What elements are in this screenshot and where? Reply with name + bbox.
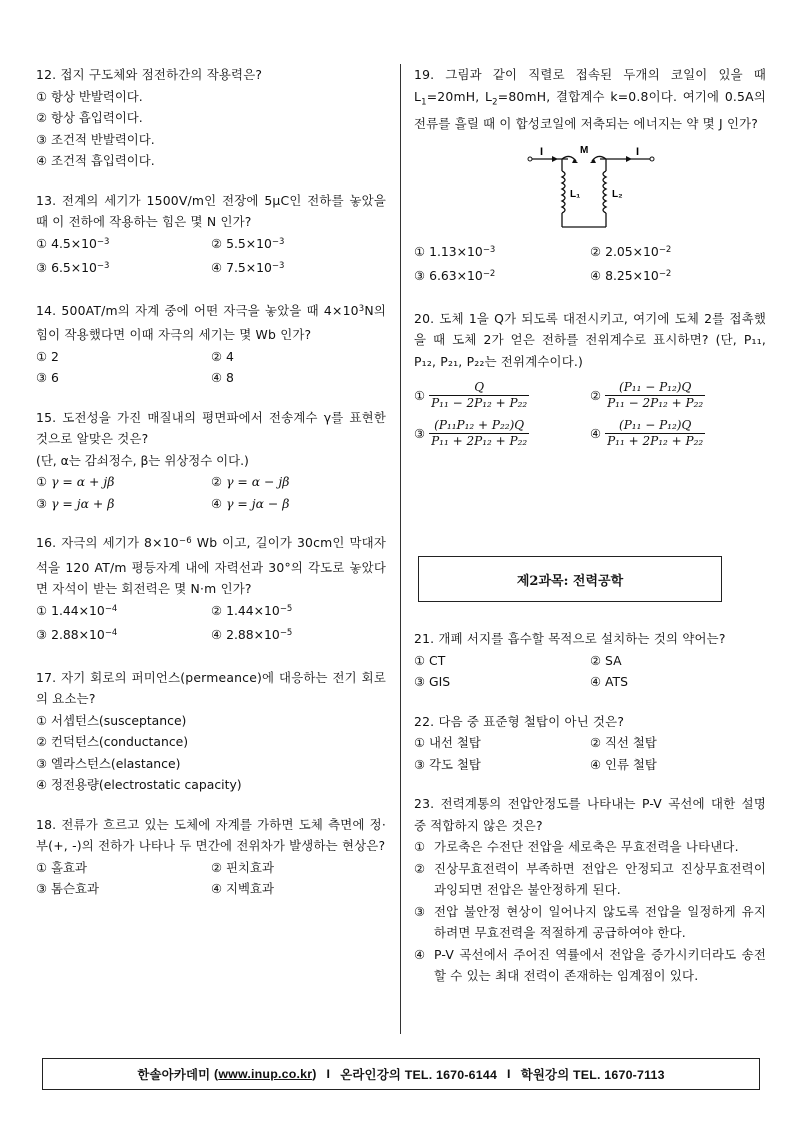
question-14-option-3[interactable]: ③ 6	[36, 370, 59, 385]
question-23-option-1[interactable]	[414, 836, 766, 858]
option-mark: ③	[36, 495, 48, 511]
option-mark: ②	[414, 860, 426, 876]
stem-part: N의 힘이 작용했다면 이때 자극의 세기는 몇 Wb 인가?	[36, 302, 386, 342]
question-19-stem	[414, 64, 766, 135]
question-12-option-2[interactable]: ② 항상 흡입력이다.	[36, 110, 143, 125]
question-15-note: (단, α는 감쇠정수, β는 위상정수 이다.)	[36, 452, 249, 468]
option-exponent: −4	[104, 603, 118, 614]
fraction-numerator: (P₁₁ − P₁₂)Q	[619, 379, 692, 394]
option-exponent: −5	[279, 628, 293, 638]
option-base: 1.13×10	[429, 243, 483, 259]
option-fraction	[429, 380, 529, 411]
stem-subscript: 2	[492, 96, 498, 107]
stem-exponent: 3	[358, 303, 365, 314]
option-exponent: −2	[658, 244, 672, 255]
question-18-option-3[interactable]: ③ 톰슨효과	[36, 881, 99, 896]
option-base: 2.88×10	[226, 627, 280, 642]
option-base: 1.44×10	[226, 602, 280, 618]
question-17-stem: 17. 자기 회로의 퍼미언스(permeance)에 대응하는 전기 회로의 요소는?	[36, 669, 386, 706]
option-mark: ④	[211, 627, 223, 642]
fraction-numerator: (P₁₁P₁₂ + P₂₂)Q	[434, 417, 525, 432]
fraction-denominator: P₁₁ + 2P₁₂ + P₂₂	[607, 433, 704, 448]
right-column	[414, 64, 766, 470]
option-mark: ④	[211, 495, 223, 511]
option-base: 1.44×10	[51, 602, 105, 618]
question-13-option-3[interactable]	[36, 257, 211, 282]
question-12-option-4[interactable]: ④ 조건적 흡입력이다.	[36, 153, 155, 168]
coil-2-label: L₂	[612, 188, 623, 200]
option-mark: ④	[414, 946, 426, 962]
question-13-option-1[interactable]	[36, 233, 211, 258]
question-15-option-4[interactable]	[211, 493, 386, 515]
question-15-stem: 15. 도전성을 가진 매질내의 평면파에서 전송계수 γ를 표현한 것으로 알맞은 것은?	[36, 409, 386, 446]
question-17	[36, 667, 386, 796]
stem-part: =80mH, 결합계수 k=0.8이다. 여기에 0.5A의 전류를 흘릴 때 이 합성코일에 저축되는 에너지는 약 몇 J 인가?	[414, 88, 766, 132]
question-18-option-1[interactable]: ① 홀효과	[36, 859, 87, 875]
question-13-option-4[interactable]	[211, 257, 386, 282]
option-mark: ③	[36, 260, 48, 275]
current-label-right: I	[636, 145, 640, 158]
option-mark: ③	[414, 425, 426, 441]
option-expression: γ = α − jβ	[226, 474, 290, 489]
question-22-option-1[interactable]: ① 내선 철탑	[414, 735, 481, 750]
question-23-stem: 23. 전력계통의 전압안정도를 나타내는 P-V 곡선에 대한 설명 중 적합하지 않은 것은?	[414, 796, 766, 833]
option-base: 7.5×10	[226, 260, 272, 275]
question-16-option-3[interactable]	[36, 624, 211, 649]
subject-title-box	[418, 556, 722, 602]
option-mark: ④	[590, 268, 602, 284]
question-21-option-4[interactable]: ④ ATS	[590, 674, 628, 689]
option-exponent: −4	[104, 628, 118, 638]
option-mark: ②	[590, 387, 602, 403]
stem-subscript: 1	[421, 96, 427, 107]
question-14-option-1[interactable]: ① 2	[36, 348, 59, 364]
option-mark: ①	[36, 235, 48, 251]
option-fraction	[429, 418, 529, 449]
option-exponent: −3	[96, 236, 110, 247]
footer-bar: 한솔아카데미 ( www.inup.co.kr ) I 온라인강의 TEL. 1670-6144 I 학원강의 TEL. 1670-7113	[42, 1058, 760, 1090]
option-mark: ②	[590, 243, 602, 259]
option-base: 8.25×10	[605, 268, 659, 284]
question-15-option-2[interactable]	[211, 471, 386, 493]
option-exponent: −5	[279, 603, 293, 614]
stem-exponent: −6	[178, 536, 192, 546]
option-base: 2.05×10	[605, 243, 659, 259]
question-21-stem: 21. 개폐 서지를 흡수할 목적으로 설치하는 것의 약어는?	[414, 631, 726, 646]
question-21	[414, 628, 766, 693]
option-exponent: −3	[271, 261, 285, 271]
question-23-option-4[interactable]	[414, 944, 766, 987]
academy-name: 한솔아카데미	[137, 1068, 211, 1082]
option-fraction	[605, 418, 705, 449]
question-14-option-2[interactable]: ② 4	[211, 348, 234, 364]
question-20-option-3[interactable]	[414, 414, 590, 452]
option-exponent: −3	[271, 236, 285, 247]
column-divider	[400, 64, 401, 1034]
question-20	[414, 308, 766, 453]
question-19-option-1[interactable]	[414, 241, 590, 266]
question-22-option-4[interactable]: ④ 인류 철탑	[590, 756, 657, 772]
option-text: 가로축은 수전단 전압을 세로축은 무효전력을 나타낸다.	[434, 839, 739, 854]
question-12	[36, 64, 386, 172]
option-base: 5.5×10	[226, 235, 272, 251]
question-15-option-3[interactable]	[36, 493, 211, 515]
question-20-option-2[interactable]	[590, 376, 766, 414]
fraction-denominator: P₁₁ − 2P₁₂ + P₂₂	[607, 395, 704, 410]
question-21-option-2[interactable]: ② SA	[590, 652, 622, 668]
question-12-option-1[interactable]: ① 항상 반발력이다.	[36, 88, 143, 104]
option-exponent: −3	[96, 261, 110, 271]
question-18-option-2[interactable]: ② 핀치효과	[211, 859, 274, 875]
fraction-denominator: P₁₁ − 2P₁₂ + P₂₂	[431, 395, 528, 410]
question-16-option-1[interactable]	[36, 600, 211, 625]
question-21-option-1[interactable]: ① CT	[414, 652, 446, 668]
question-18	[36, 814, 386, 900]
question-20-stem: 20. 도체 1을 Q가 되도록 대전시키고, 여기에 도체 2를 접촉했을 때 도체 2가 얻은 전하를 전위계수로 표시하면? (단, P₁₁, P₁₂, P₂₁, P₂₂는 전위계수이다.)	[414, 310, 766, 369]
option-base: 4.5×10	[51, 235, 97, 251]
question-22-stem: 22. 다음 중 표준형 철탑이 아닌 것은?	[414, 713, 625, 729]
option-mark: ③	[414, 903, 426, 919]
question-20-option-4[interactable]	[590, 414, 766, 452]
fraction-numerator: (P₁₁ − P₁₂)Q	[619, 417, 692, 432]
question-17-option-3[interactable]: ③ 엘라스턴스(elastance)	[36, 755, 181, 771]
question-16-stem	[36, 532, 386, 600]
question-13	[36, 190, 386, 282]
option-text: 진상무효전력이 부족하면 전압은 안정되고 진상무효전력이 과잉되면 전압은 불안정하게 된다.	[434, 860, 766, 897]
online-lecture-tel: 온라인강의 TEL. 1670-6144	[340, 1068, 498, 1082]
option-mark: ①	[36, 474, 48, 489]
question-19	[414, 64, 766, 290]
option-mark: ④	[590, 425, 602, 441]
stem-part: 19. 그림과 같이 직렬로 접속된 두개의 코일이 있을 때 L	[414, 67, 766, 104]
option-mark: ②	[211, 474, 223, 489]
option-mark: ②	[211, 235, 223, 251]
option-text: 전압 불안정 현상이 일어나지 않도록 전압을 일정하게 유지하려면 무효전력을 적절하게 공급하여야 한다.	[434, 903, 766, 940]
offline-lecture-tel: 학원강의 TEL. 1670-7113	[520, 1068, 665, 1082]
question-13-option-2[interactable]	[211, 233, 386, 258]
option-exponent: −2	[482, 269, 496, 280]
coil-1-label: L₁	[570, 188, 581, 200]
current-label-left: I	[540, 145, 544, 158]
question-16-option-4[interactable]	[211, 624, 386, 649]
stem-part: 14. 500AT/m의 자계 중에 어떤 자극을 놓았을 때 4×10	[36, 302, 359, 318]
question-15-option-1[interactable]	[36, 471, 211, 493]
question-14-stem	[36, 300, 386, 346]
question-22-option-2[interactable]: ② 직선 철탑	[590, 735, 657, 750]
question-13-stem: 13. 전계의 세기가 1500V/m인 전장에 5μC인 전하를 놓았을 때 이 전하에 작용하는 힘은 몇 N 인가?	[36, 192, 386, 229]
question-19-option-3[interactable]	[414, 265, 590, 290]
coil-circuit-diagram	[526, 143, 656, 235]
left-column	[36, 64, 386, 918]
option-expression: γ = jα − β	[226, 495, 290, 511]
question-17-option-1[interactable]: ① 서셉턴스(susceptance)	[36, 712, 187, 728]
stem-part: Wb 이고, 길이가 30cm인 막대자석을 120 AT/m 평등자계 내에 자력선과 30°의 각도로 놓았다면 자석이 받는 회전력은 몇 N·m 인가?	[36, 535, 386, 596]
fraction-numerator: Q	[474, 379, 485, 394]
footer-separator: I	[507, 1067, 511, 1081]
question-19-option-2[interactable]	[590, 241, 766, 266]
question-12-option-3[interactable]: ③ 조건적 반발력이다.	[36, 131, 155, 147]
option-mark: ②	[211, 602, 223, 618]
right-column-lower	[414, 628, 766, 1005]
option-base: 6.5×10	[51, 260, 97, 275]
option-mark: ①	[414, 243, 426, 259]
question-21-option-3[interactable]: ③ GIS	[414, 674, 451, 689]
question-23-option-2[interactable]	[414, 858, 766, 901]
option-fraction	[605, 380, 705, 411]
option-mark: ③	[414, 268, 426, 284]
question-22	[414, 711, 766, 776]
question-16	[36, 532, 386, 649]
stem-part: =20mH, L	[426, 88, 493, 104]
option-base: 2.88×10	[51, 627, 105, 642]
question-12-stem: 12. 접지 구도체와 점전하간의 작용력은?	[36, 67, 263, 82]
footer-separator: I	[326, 1067, 331, 1081]
subject-title: 제2과목: 전력공학	[516, 573, 624, 589]
option-mark: ①	[414, 387, 426, 403]
fraction-denominator: P₁₁ + 2P₁₂ + P₂₂	[431, 433, 528, 448]
question-22-option-3[interactable]: ③ 각도 철탑	[414, 756, 481, 772]
question-17-option-4[interactable]: ④ 정전용량(electrostatic capacity)	[36, 777, 242, 792]
option-mark: ①	[36, 602, 48, 618]
option-exponent: −2	[658, 269, 672, 280]
stem-part: 16. 자극의 세기가 8×10	[36, 535, 179, 550]
option-mark: ④	[211, 260, 223, 275]
option-base: 6.63×10	[429, 268, 483, 284]
question-18-option-4[interactable]: ④ 지벡효과	[211, 881, 274, 896]
option-expression: γ = α + jβ	[51, 474, 115, 489]
option-exponent: −3	[482, 244, 496, 255]
question-20-option-1[interactable]	[414, 376, 590, 414]
option-expression: γ = jα + β	[51, 495, 115, 511]
question-18-stem: 18. 전류가 흐르고 있는 도체에 자계를 가하면 도체 측면에 정·부(+, -)의 전하가 나타나 두 면간에 전위차가 발생하는 현상은?	[36, 816, 386, 853]
question-14-option-4[interactable]: ④ 8	[211, 370, 234, 385]
question-19-option-4[interactable]	[590, 265, 766, 290]
question-16-option-2[interactable]	[211, 600, 386, 625]
mutual-inductance-label: M	[580, 144, 589, 156]
question-17-option-2[interactable]: ② 컨덕턴스(conductance)	[36, 734, 189, 749]
question-23-option-3[interactable]	[414, 901, 766, 944]
website-link[interactable]: www.inup.co.kr	[218, 1067, 313, 1081]
question-15	[36, 407, 386, 515]
option-mark: ①	[414, 839, 426, 854]
question-14	[36, 300, 386, 389]
question-23	[414, 793, 766, 987]
option-text: P-V 곡선에서 주어진 역률에서 전압을 증가시키더라도 송전할 수 있는 최대 전력이 존재하는 임계점이 있다.	[434, 946, 766, 983]
option-mark: ③	[36, 627, 48, 642]
